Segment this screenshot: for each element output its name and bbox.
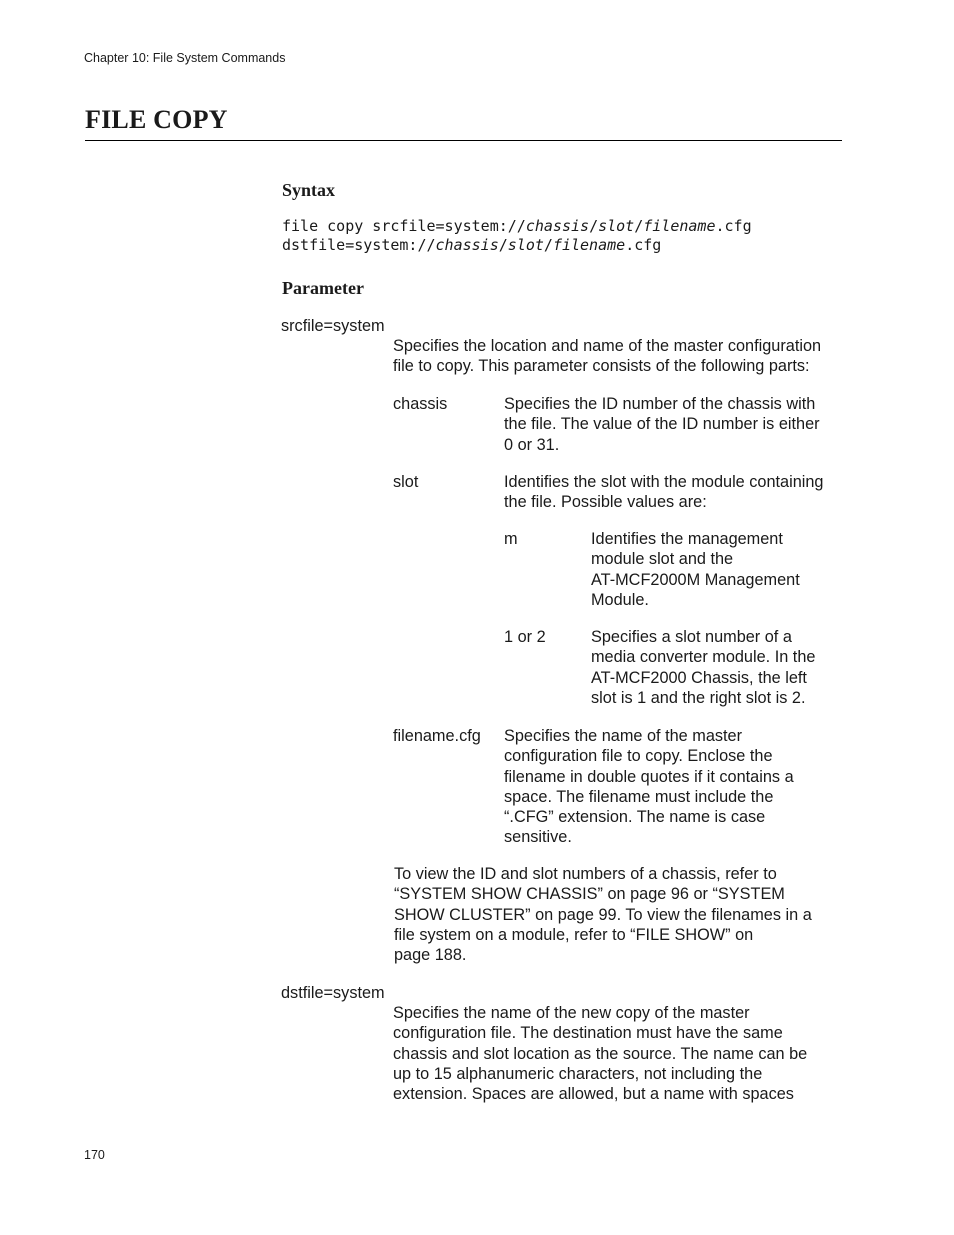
- slot-value-m-desc: [591, 529, 800, 610]
- syntax-line-1: [282, 217, 752, 236]
- text-line: Identifies the management: [591, 530, 783, 548]
- page-title: FILE COPY: [85, 105, 228, 134]
- text-line: configuration file. The destination must have the same: [393, 1024, 783, 1043]
- text-line: Identifies the slot with the module containing: [504, 473, 824, 491]
- text-line: page 188.: [394, 946, 467, 965]
- text-line: the file. Possible values are:: [504, 493, 707, 512]
- text-line: slot is 1 and the right slot is 2.: [591, 688, 806, 707]
- text-line: Module.: [591, 590, 649, 609]
- slot-value-1or2-term: 1 or 2: [504, 628, 546, 646]
- text-line: file to copy. This parameter consists of the following parts:: [393, 357, 810, 376]
- text-line: extension. Spaces are allowed, but a name with spaces: [393, 1085, 794, 1104]
- text-line: filename in double quotes if it contains a: [504, 767, 794, 786]
- param-srcfile-name: srcfile=system: [281, 317, 385, 335]
- slot-value-m-term: m: [504, 530, 518, 548]
- param-chassis-desc: [504, 394, 820, 455]
- text-line: Specifies the ID number of the chassis with: [504, 395, 816, 413]
- param-filename-term: filename.cfg: [393, 727, 481, 745]
- srcfile-note: [394, 864, 812, 965]
- text-line: space. The filename must include the: [504, 787, 774, 806]
- text-line: chassis and slot location as the source. The name can be: [393, 1044, 808, 1063]
- text-line: Specifies the name of the new copy of the master: [393, 1004, 750, 1022]
- param-slot-desc: [504, 472, 824, 513]
- text-line: the file. The value of the ID number is either: [504, 415, 820, 434]
- parameter-heading: Parameter: [282, 278, 364, 298]
- text-line: Specifies a slot number of a: [591, 628, 792, 646]
- param-slot-term: slot: [393, 473, 419, 491]
- page-number: 170: [84, 1148, 105, 1162]
- text-line: “SYSTEM SHOW CHASSIS” on page 96 or “SYSTEM: [394, 885, 785, 904]
- text-line: up to 15 alphanumeric characters, not including the: [393, 1064, 763, 1083]
- syntax-line-1-sep2: /: [634, 217, 644, 235]
- param-filename-desc: [504, 726, 794, 848]
- syntax-line-1-sep1: /: [589, 217, 599, 235]
- param-chassis-term: chassis: [393, 395, 448, 413]
- param-srcfile-desc: [393, 336, 821, 377]
- text-line: media converter module. In the: [591, 648, 816, 667]
- syntax-line-1-chassis: chassis: [525, 217, 590, 235]
- syntax-line-2-sep2: /: [543, 236, 553, 254]
- text-line: AT-MCF2000M Management: [591, 570, 800, 589]
- syntax-line-1-slot: slot: [598, 217, 635, 235]
- text-line: module slot and the: [591, 550, 734, 569]
- syntax-heading: Syntax: [282, 180, 336, 200]
- text-line: SHOW CLUSTER” on page 99. To view the filenames in a: [394, 905, 812, 924]
- running-header: Chapter 10: File System Commands: [84, 51, 286, 65]
- syntax-line-2-ext: .cfg: [625, 236, 662, 254]
- text-line: “.CFG” extension. The name is case: [504, 808, 766, 827]
- syntax-line-2-chassis: chassis: [435, 236, 499, 254]
- syntax-line-2-prefix: dstfile=system://: [282, 236, 436, 254]
- param-dstfile-desc: [393, 1003, 807, 1104]
- slot-value-1or2-desc: [591, 627, 815, 708]
- syntax-line-1-ext: .cfg: [715, 217, 752, 235]
- text-line: Specifies the name of the master: [504, 727, 743, 745]
- text-line: configuration file to copy. Enclose the: [504, 747, 773, 766]
- syntax-line-2-filename: filename: [552, 236, 626, 254]
- text-line: 0 or 31.: [504, 435, 560, 454]
- syntax-line-1-filename: filename: [643, 217, 716, 235]
- syntax-line-2-slot: slot: [507, 236, 544, 254]
- text-line: file system on a module, refer to “FILE SHOW” on: [394, 925, 754, 944]
- text-line: sensitive.: [504, 828, 572, 847]
- syntax-line-1-prefix: file copy srcfile=system://: [282, 217, 526, 235]
- text-line: Specifies the location and name of the master configuration: [393, 337, 822, 355]
- title-rule: [85, 140, 842, 141]
- param-dstfile-name: dstfile=system: [281, 984, 385, 1002]
- text-line: To view the ID and slot numbers of a chassis, refer to: [394, 865, 777, 883]
- syntax-line-2: [282, 236, 661, 255]
- text-line: AT-MCF2000 Chassis, the left: [591, 668, 807, 687]
- syntax-line-2-sep1: /: [498, 236, 508, 254]
